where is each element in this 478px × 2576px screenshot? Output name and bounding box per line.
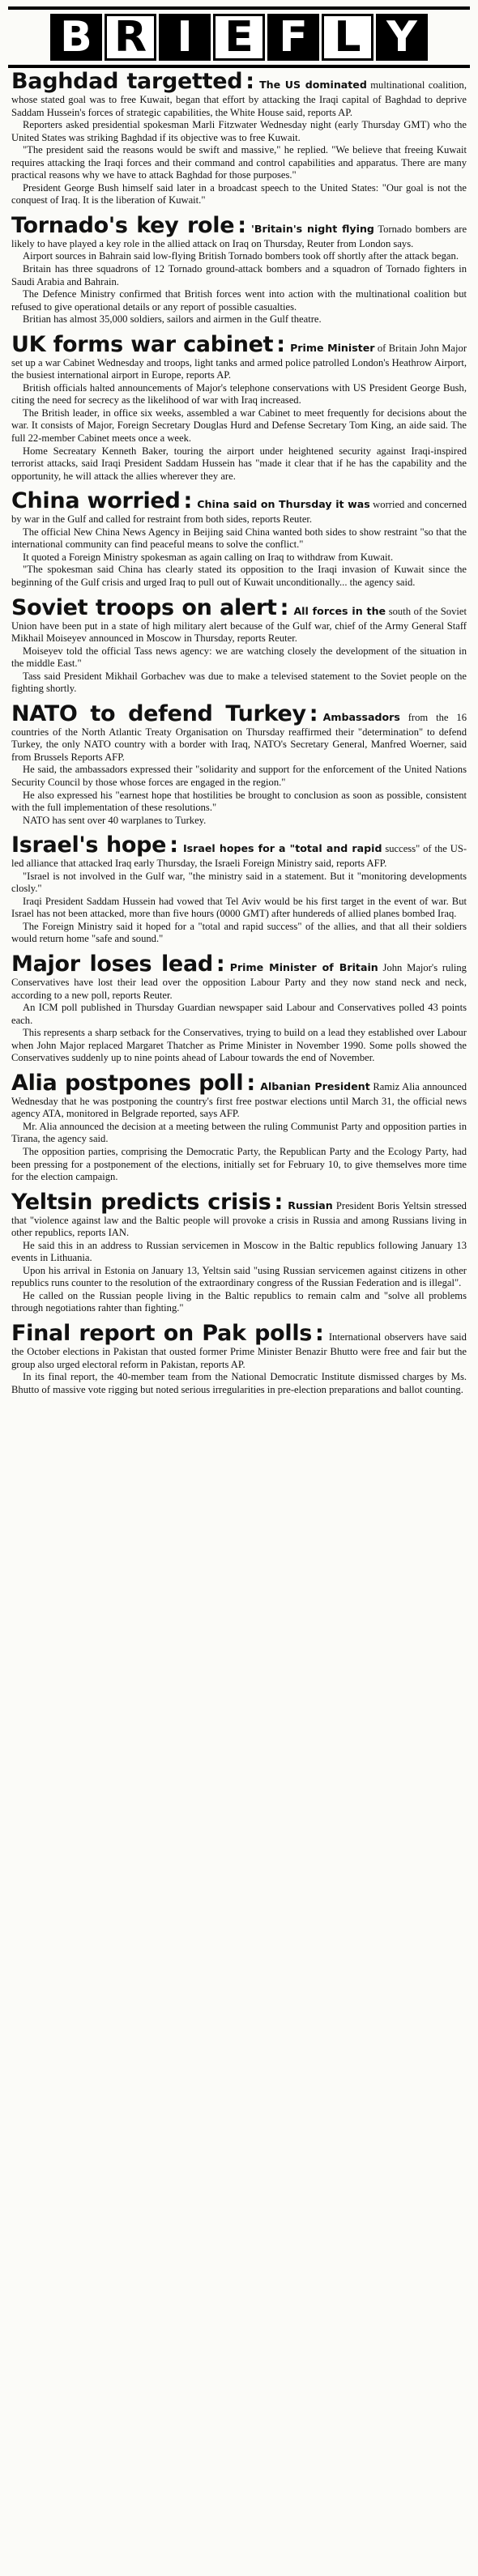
news-brief	[11, 1322, 467, 1396]
brief-lead-text: success" of the US-led alliance that attacked Iraq early Thursday, the Israeli Foreign Ministry said, reports AFP.	[11, 843, 467, 870]
brief-paragraph: "Israel is not involved in the Gulf war, "the ministry said in a statement. But it "monitoring developments closly."	[11, 870, 467, 895]
brief-lead-paragraph: Tornado's key role : 'Britain's night flying Tornado bombers are likely to have played a key role in the allied attack on Iraq on Thursday, Reuter from London says.	[11, 212, 467, 249]
news-brief	[11, 1071, 467, 1184]
brief-dateline: Ambassadors	[322, 710, 400, 723]
brief-paragraph: Tass said President Mikhail Gorbachev was due to make a televised statement to the Soviet people on the fighting shortly.	[11, 670, 467, 695]
news-brief	[11, 833, 467, 946]
brief-lead-paragraph: Israel's hope : Israel hopes for a "total and rapid success" of the US-led alliance that attacked Iraq early Thursday, the Israeli Foreign Ministry said, reports AFP.	[11, 832, 467, 870]
brief-headline: Baghdad targetted	[11, 70, 243, 94]
news-brief	[11, 702, 467, 827]
brief-lead-paragraph: Alia postpones poll : Albanian President Ramiz Alia announced Wednesday that he was postponing the country's first free postwar elections until March 31, the official news agency ATA, monitored in Belgrade reported, says AFP.	[11, 1070, 467, 1120]
masthead-letter: E	[213, 14, 265, 61]
brief-paragraph: An ICM poll published in Thursday Guardian newspaper said Labour and Conservatives polled 43 points each.	[11, 1002, 467, 1026]
brief-paragraph: Upon his arrival in Estonia on January 13, Yeltsin said "using Russian servicemen against citizens in other republics runs counter to the resolution of the extraordinary congress of the Russian Federation and is illegal".	[11, 1264, 467, 1289]
brief-paragraph: In its final report, the 40-member team from the National Democratic Institute dismissed charges by Ms. Bhutto of massive vote rigging but noted serious irregularities in pre-election preparations and ballot counting.	[11, 1371, 467, 1395]
brief-paragraph: The British leader, in office six weeks, assembled a war Cabinet to meet frequently for decisions about the war. It consists of Major, Foreign Secretary Douglas Hurd and Defense Secretary Tom King, an aide said. The full 22-member Cabinet meets once a week.	[11, 407, 467, 445]
news-brief	[11, 489, 467, 589]
brief-lead-paragraph: China worried : China said on Thursday it was worried and concerned by war in the Gulf and called for restraint from both sides, reports Reuter.	[11, 488, 467, 526]
brief-paragraph: Mr. Alia announced the decision at a meeting between the ruling Communist Party and opposition parties in Tirana, the agency said.	[11, 1120, 467, 1145]
masthead-letter: R	[105, 14, 156, 61]
brief-paragraph: Airport sources in Bahrain said low-flying British Tornado bombers took off shortly after the attack began.	[23, 250, 459, 262]
brief-lead-paragraph: UK forms war cabinet : Prime Minister of Britain John Major set up a war Cabinet Wednesday and troops, light tanks and armed police patrolled London's Heathrow Airport, the busiest international airport in Europe, reports AP.	[11, 331, 467, 381]
news-brief	[11, 70, 467, 207]
brief-headline: UK forms war cabinet	[11, 331, 274, 357]
brief-lead-paragraph: Soviet troops on alert : All forces in the south of the Soviet Union have been put in a state of high military alert because of the Gulf war, chief of the Army General Staff Mikhail Moiseyev announced in Moscow in Thursday, reports Reuter.	[11, 594, 467, 645]
masthead-letter: Y	[376, 14, 428, 61]
brief-paragraph: Britain has three squadrons of 12 Tornado ground-attack bombers and a squadron of Tornado fighters in Saudi Arabia and Bahrain.	[11, 263, 467, 287]
brief-paragraph: The Foreign Ministry said it hoped for a "total and rapid success" of the allies, and that all their soldiers would return home "safe and sound."	[11, 920, 467, 945]
masthead-letter: F	[267, 14, 319, 61]
brief-lead-text: south of the Soviet Union have been put in a state of high military alert because of the Gulf war, chief of the Army General Staff Mikhail Moiseyev announced in Moscow in Thursday, reports Reuter.	[11, 605, 467, 645]
brief-paragraph: He called on the Russian people living in the Baltic republics to remain calm and "solve all problems through negotiations rahter than fighting."	[11, 1289, 467, 1314]
brief-headline: Yeltsin predicts crisis	[11, 1189, 271, 1215]
briefs-column	[11, 70, 467, 2568]
brief-dateline: All forces in the	[293, 604, 386, 617]
brief-headline: Alia postpones poll	[11, 1070, 244, 1096]
briefly-masthead	[8, 6, 470, 68]
brief-lead-paragraph: Yeltsin predicts crisis : Russian President Boris Yeltsin stressed that "violence against law and the Baltic people will provoke a crisis in Russia and among Russians living in other republics, reports IAN.	[11, 1189, 467, 1239]
brief-lead-paragraph: NATO to defend Turkey : Ambassadors from the 16 countries of the North Atlantic Treaty Organisation on Thursday reaffirmed their "determination" to defend Turkey, the only NATO country with a border with Iraq, NATO's Secretary General, Manfred Woerner, said from Brussels Reports AFP.	[11, 700, 467, 763]
brief-lead-text: multinational coalition, whose stated goal was to free Kuwait, began that effort by attacking the Iraqi capital of Baghdad to deprive Saddam Hussein's forces of strategic capabilities, the White House said, reports AP.	[11, 79, 467, 118]
brief-lead-paragraph: Baghdad targetted : The US dominated multinational coalition, whose stated goal was to free Kuwait, began that effort by attacking the Iraqi capital of Baghdad to deprive Saddam Hussein's forces of strategic capabilities, the White House said, reports AP.	[11, 70, 467, 118]
news-brief	[11, 214, 467, 326]
masthead-letter: B	[50, 14, 102, 61]
brief-paragraph: The Defence Ministry confirmed that British forces went into action with the multinational coalition but refused to give operational details or any report of possible casualties.	[11, 288, 467, 313]
brief-headline: Tornado's key role	[11, 212, 235, 238]
brief-dateline: Prime Minister	[290, 341, 375, 354]
brief-lead-text: President Boris Yeltsin stressed that "violence against law and the Baltic people will provoke a crisis in Russia and among Russians living in other republics, reports IAN.	[11, 1199, 467, 1239]
brief-headline: China worried	[11, 488, 181, 514]
news-brief	[11, 1190, 467, 1315]
brief-paragraph: President George Bush himself said later in a broadcast speech to the United States: "Our goal is not the conquest of Iraq. It is the liberation of Kuwait."	[11, 181, 467, 207]
brief-lead-text: from the 16 countries of the North Atlantic Treaty Organisation on Thursday reaffirmed their "determination" to defend Turkey, the only NATO country with a border with Iraq, NATO's Secretary General, Manfred Woerner, said from Brussels Reports AFP.	[11, 711, 467, 763]
brief-paragraph: He also expressed his "earnest hope that hostilities be brought to conclusion as soon as possible, consistent with the full implementation of these resolutions."	[11, 789, 467, 814]
masthead-letter: L	[322, 14, 373, 61]
brief-paragraph: It quoted a Foreign Ministry spokesman as again calling on Iraq to withdraw from Kuwait.	[23, 551, 394, 563]
brief-paragraph: Iraqi President Saddam Hussein had vowed that Tel Aviv would be his first target in the event of war. But Israel has not been attacked, more than five hours (0000 GMT) after hundereds of allied planes bombed Iraq.	[11, 895, 467, 920]
brief-paragraph: He said, the ambassadors expressed their "solidarity and support for the enforcement of the United Nations Security Council by those whose forces are engaged in the region."	[11, 764, 467, 788]
brief-paragraph: Britian has almost 35,000 soldiers, sailors and airmen in the Gulf theatre.	[23, 313, 322, 326]
brief-dateline: China said on Thursday it was	[197, 498, 370, 511]
brief-headline: Israel's hope	[11, 832, 167, 858]
brief-paragraph: "The president said the reasons would be swift and massive," he replied. "We believe that freeing Kuwait requires attacking the Iraqi forces and their command and control capabilities and apparatus. There are many practical reasons why we have to attack Baghdad for those purposes."	[11, 144, 467, 181]
news-brief	[11, 596, 467, 696]
brief-headline: Final report on Pak polls	[11, 1321, 313, 1347]
brief-paragraph: The opposition parties, comprising the Democratic Party, the Republican Party and the Ecology Party, had been pressing for a postponement of the elections, initially set for February 10, to give themselves more time for the election campaign.	[11, 1146, 467, 1183]
brief-lead-text: John Major's ruling Conservatives have lost their lead over the opposition Labour Party and they now stand neck and neck, according to a new poll, reports Reuter.	[11, 961, 467, 1001]
brief-dateline: 'Britain's night flying	[251, 222, 374, 235]
news-brief	[11, 952, 467, 1065]
brief-dateline: Prime Minister of Britain	[229, 960, 378, 973]
brief-lead-paragraph: Final report on Pak polls : International observers have said the October elections in Pakistan that ousted former Prime Minister Benazir Bhutto were free and fair but the group also urged electoral reform in Pakistan, reports AP.	[11, 1321, 467, 1370]
brief-lead-text: International observers have said the October elections in Pakistan that ousted former Prime Minister Benazir Bhutto were free and fair but the group also urged electoral reform in Pakistan, reports AP.	[11, 1331, 467, 1370]
brief-dateline: Albanian President	[260, 1079, 370, 1092]
brief-lead-text: Ramiz Alia announced Wednesday that he was postponing the country's first free postwar elections until March 31, the official news agency ATA, monitored in Belgrade reported, says AFP.	[11, 1080, 467, 1120]
brief-dateline: The US dominated	[259, 79, 367, 91]
brief-paragraph: This represents a sharp setback for the Conservatives, trying to build on a lead they established over Labour when John Major replaced Margaret Thatcher as Prime Minister in November 1990. Some polls showed the Conservatives suddenly up to nine points ahead of Labour towards the end of November.	[11, 1027, 467, 1064]
masthead-wordmark	[50, 14, 428, 61]
brief-paragraph: British officials halted announcements of Major's telephone conservations with US President George Bush, citing the need for secrecy as the likelihood of war with Iraq increased.	[11, 381, 467, 407]
masthead-letter: I	[159, 14, 211, 61]
brief-paragraph: "The spokesman said China has clearly stated its opposition to the Iraqi invasion of Kuwait since the beginning of the Gulf crisis and urged Iraq to pull out of Kuwait unconditionally... the agency said.	[11, 564, 467, 588]
brief-lead-text: worried and concerned by war in the Gulf and called for restraint from both sides, reports Reuter.	[11, 499, 467, 526]
brief-paragraph: Moiseyev told the official Tass news agency: we are watching closely the development of the situation in the middle East."	[11, 645, 467, 670]
brief-dateline: Russian	[288, 1199, 333, 1211]
brief-dateline: Israel hopes for a "total and rapid	[183, 842, 382, 855]
brief-paragraph: NATO has sent over 40 warplanes to Turkey.	[23, 814, 207, 826]
brief-lead-text: of Britain John Major set up a war Cabinet Wednesday and troops, light tanks and armed police patrolled London's Heathrow Airport, the busiest international airport in Europe, reports AP.	[11, 342, 467, 381]
brief-paragraph: Reporters asked presidential spokesman Marli Fitzwater Wednesday night (early Thursday GMT) who the United States was striking Baghdad if its objective was to free Kuwait.	[11, 119, 467, 143]
brief-headline: NATO to defend Turkey	[11, 700, 306, 726]
brief-paragraph: Home Secreatary Kenneth Baker, touring the airport under heightened security against Iraqi-inspired terrorist attacks, said Iraqi President Saddam Hussein has "made it clear that if he has the capability and the opportunity, he will attack the allies wherever they are.	[11, 445, 467, 482]
brief-headline: Major loses lead	[11, 951, 213, 977]
brief-lead-paragraph: Major loses lead : Prime Minister of Britain John Major's ruling Conservatives have lost their lead over the opposition Labour Party and they now stand neck and neck, according to a new poll, reports Reuter.	[11, 951, 467, 1001]
brief-lead-text: Tornado bombers are likely to have played a key role in the allied attack on Iraq on Thursday, Reuter from London says.	[11, 223, 467, 249]
brief-paragraph: He said this in an address to Russian servicemen in Moscow in the Baltic republics following January 13 events in Lithuania.	[11, 1239, 467, 1264]
brief-paragraph: The official New China News Agency in Beijing said China wanted both sides to show restraint "so that the international community can find peaceful means to solve the conflict."	[11, 526, 467, 551]
news-brief	[11, 333, 467, 483]
brief-headline: Soviet troops on alert	[11, 594, 277, 620]
